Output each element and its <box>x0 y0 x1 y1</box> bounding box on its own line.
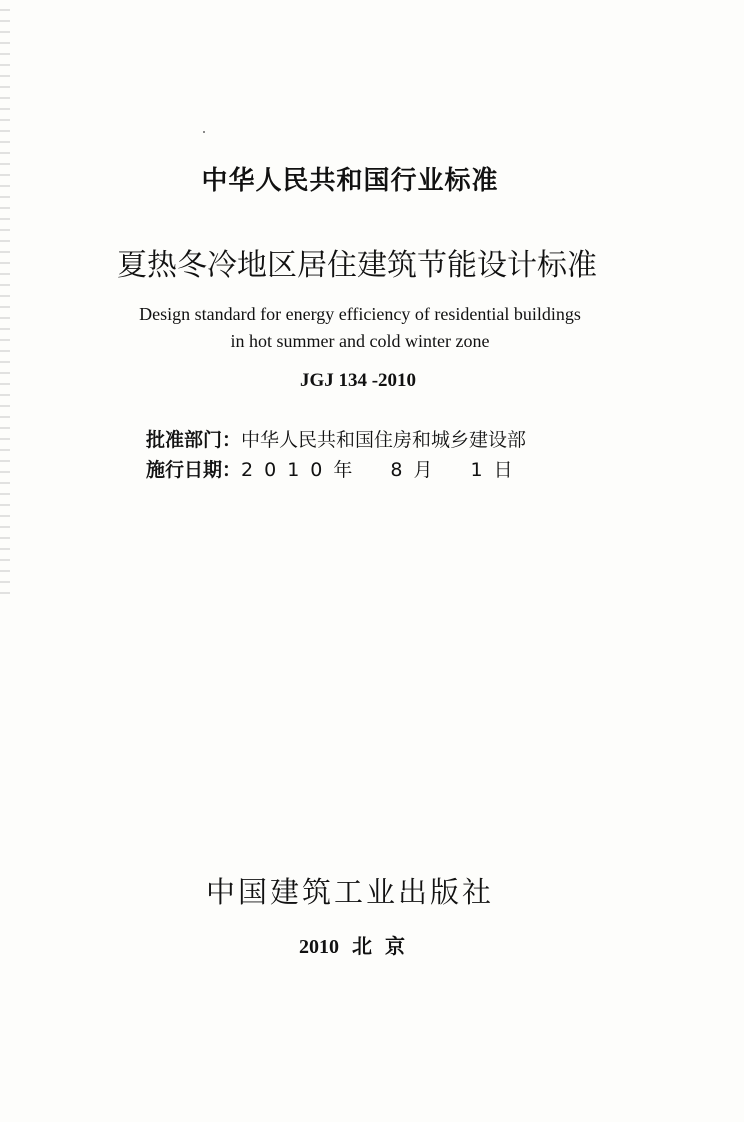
approval-department-value: 中华人民共和国住房和城乡建设部 <box>241 429 527 451</box>
scan-speck <box>203 131 205 133</box>
document-title-chinese: 夏热冬冷地区居住建筑节能设计标准 <box>117 248 597 283</box>
effective-date-label: 施行日期： <box>146 459 242 481</box>
effective-date-row <box>146 455 524 482</box>
approval-department-row <box>146 425 526 452</box>
publication-year-place: 2010 北 京 <box>299 936 405 958</box>
document-title-english-line-1: Design standard for energy efficiency of residential buildings <box>139 304 581 324</box>
effective-date-value: 2010年 8月 1日 <box>241 459 524 481</box>
document-title-english-line-2: in hot summer and cold winter zone <box>230 331 490 351</box>
publisher: 中国建筑工业出版社 <box>205 875 494 909</box>
series-title: 中华人民共和国行业标准 <box>201 166 499 196</box>
standard-code: JGJ 134 -2010 <box>299 370 417 391</box>
scan-edge-artifact <box>0 0 10 600</box>
approval-department-label: 批准部门： <box>146 429 242 451</box>
